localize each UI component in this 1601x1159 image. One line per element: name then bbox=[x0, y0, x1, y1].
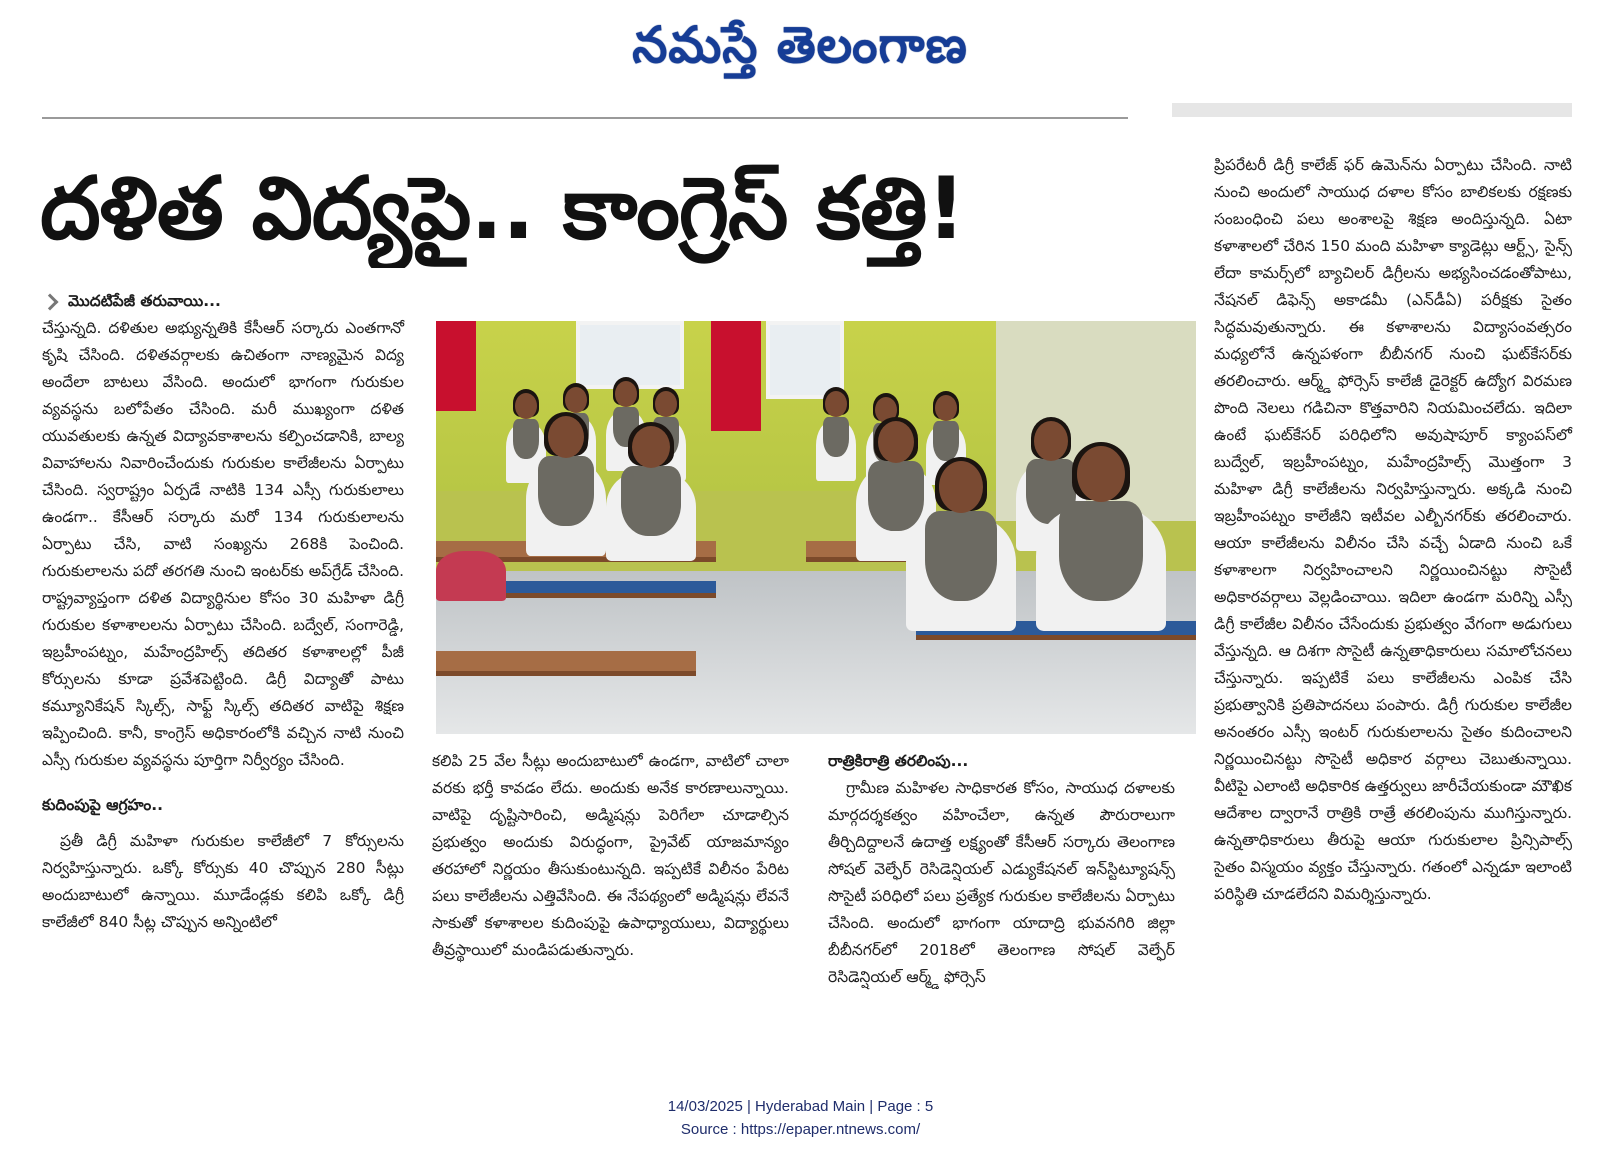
body-paragraph: ప్రతీ డిగ్రీ మహిళా గురుకుల కాలేజీలో 7 కోర్సులను నిర్వహిస్తున్నారు. ఒక్కో కోర్సుకు 40 చొప్పున 280 సీట్లు అందుబాటులో ఉన్నాయి. మూడేండ్లకు కలిపి ఒక్కో డిగ్రీ కాలేజీలో 840 సీట్ల చొప్పున అన్నింటిలో bbox=[42, 832, 404, 931]
edition-info: 14/03/2025 | Hyderabad Main | Page : 5 bbox=[667, 1098, 934, 1115]
body-paragraph: గ్రామీణ మహిళల సాధికారత కోసం, సాయుధ దళాలకు మార్గదర్శకత్వం వహించేలా, ఉన్నత పౌరురాలుగా తీర్చిదిద్దాలనే ఉదాత్త లక్ష్యంతో కేసీఆర్ సర్కారు తెలంగాణ సోషల్ వెల్ఫేర్ రెసిడెన్షియల్ ఎడ్యుకేషనల్ ఇన్‌స్టిట్యూషన్స్ సొసైటీ పరిధిలో పలు ప్రత్యేక గురుకుల కాలేజీలను ఏర్పాటు చేసింది. అందులో భాగంగా యాదాద్రి భువనగిరి జిల్లా బీబీనగర్‌లో 2018లో తెలంగాణ సోషల్ వెల్ఫేర్ రెసిడెన్షియల్ ఆర్మ్డ్ ఫోర్సెస్ bbox=[828, 779, 1175, 986]
photo-curtain bbox=[711, 321, 761, 431]
masthead-rule-bar bbox=[1172, 103, 1572, 117]
article-column-3 bbox=[828, 748, 1175, 991]
photo-student bbox=[606, 426, 696, 561]
body-paragraph: ప్రిపరేటరీ డిగ్రీ కాలేజ్ ఫర్ ఉమెన్‌ను ఏర్పాటు చేసింది. నాటి నుంచి అందులో సాయుధ దళాల కోసం బాలికలకు రక్షణకు సంబంధించి పలు అంశాలపై శిక్షణ అందిస్తున్నది. ఏటా కళాశాలలో చేరిన 150 మంది మహిళా క్యాడెట్లు ఆర్ట్స్, సైన్స్ లేదా కామర్స్‌లో బ్యాచిలర్ డిగ్రీలను అభ్యసించడంతోపాటు, నేషనల్ డిఫెన్స్ అకాడమీ (ఎన్‌డీఏ) పరీక్షకు సైతం సిద్ధమవుతున్నారు. ఈ కళాశాలను విద్యాసంవత్సరం మధ్యలోనే ఉన్నపళంగా బీబీనగర్ నుంచి ఘట్‌కేసర్‌కు తరలించారు. ఆర్మ్డ్ ఫోర్సెస్ కాలేజీ డైరెక్టర్ ఉద్యోగ విరమణ పొంది నెలలు గడిచినా కొత్తవారిని నియమించలేదు. ఇదిలా ఉంటే ఘట్‌కేసర్ పరిధిలోని అవుషాపూర్ క్యాంపస్‌లో బుద్వేల్, ఇబ్రహీంపట్నం, మహేంద్రహిల్స్ మొత్తంగా 3 మహిళా డిగ్రీ కాలేజీలను నిర్వహిస్తున్నారు. అక్కడి నుంచి ఇబ్రహీంపట్నం కాలేజీని ఇటీవల ఎల్బీనగర్‌కు తరలించారు. ఆయా కాలేజీలను విలీనం చేసి వచ్చే ఏడాది నుంచి ఒకే కళాశాలగా నిర్వహించాలని నిర్ణయించినట్టు సొసైటీ అధికారవర్గాలు వెల్లడించాయి. ఇదిలా ఉండగా మరిన్ని ఎస్సీ డిగ్రీ కాలేజీల విలీనం చేసేందుకు ప్రభుత్వం వేగంగా అడుగులు వేస్తున్నది. ఆ దిశగా సొసైటీ ఉన్నతాధికారులు సమాలోచనలు చేస్తున్నారు. ఇప్పటికే పలు కాలేజీలను ఎంపిక చేసి ప్రభుత్వానికి ప్రతిపాదనలు పంపారు. డిగ్రీ గురుకుల కాలేజీల అనంతరం ఎస్సీ ఇంటర్ గురుకులాలను సైతం కుదించాలని నిర్ణయించినట్టు సొసైటీ అధికార వర్గాలు చెబుతున్నాయి. వీటిపై ఎలాంటి అధికారిక ఉత్తర్వులు జారీచేయకుండా మౌఖిక ఆదేశాల ద్వారానే రాత్రికి రాత్రే తరలింపును ముగిస్తున్నారు. ఉన్నతాధికారులు తీరుపై ఆయా గురుకులాల ప్రిన్సిపాల్స్ సైతం విస్మయం వ్యక్తం చేస్తున్నారు. గతంలో ఎన్నడూ ఇలాంటి పరిస్థితి చూడలేదని విమర్శిస్తున్నారు. bbox=[1214, 156, 1572, 903]
article-column-2 bbox=[432, 748, 789, 964]
subhead-text: కుదింపుపై ఆగ్రహం.. bbox=[42, 796, 164, 814]
kicker-text: మొదటిపేజీ తరువాయి... bbox=[68, 292, 221, 310]
page-footer bbox=[0, 1095, 1601, 1141]
chevron-right-icon bbox=[42, 293, 59, 310]
photo-desk bbox=[436, 651, 696, 676]
subhead-text: రాత్రికిరాత్రి తరలింపు... bbox=[828, 752, 969, 770]
photo-curtain bbox=[436, 321, 476, 411]
photo-student bbox=[436, 521, 506, 601]
source-link[interactable]: Source : https://epaper.ntnews.com/ bbox=[680, 1121, 921, 1138]
body-paragraph: కలిపి 25 వేల సీట్లు అందుబాటులో ఉండగా, వాటిలో చాలా వరకు భర్తీ కావడం లేదు. అందుకు అనేక కారణాలున్నాయి. వాటిపై దృష్టిసారించి, అడ్మిషన్లు పెరిగేలా చూడాల్సిన ప్రభుత్వం అందుకు విరుద్ధంగా, ప్రైవేట్ యాజమాన్యం తరహాలో నిర్ణయం తీసుకుంటున్నది. ఇప్పటికే విలీనం పేరిట పలు కాలేజీలను ఎత్తివేసింది. ఈ నేపథ్యంలో అడ్మిషన్లు లేవనే సాకుతో కళాశాలల కుదింపుపై ఉపాధ్యాయులు, విద్యార్థులు తీవ్రస్థాయిలో మండిపడుతున్నారు. bbox=[432, 752, 789, 959]
article-headline: దళిత విద్యపై.. కాంగ్రెస్ కత్తి! bbox=[40, 159, 965, 259]
newspaper-masthead: నమస్తే తెలంగాణ bbox=[632, 15, 968, 74]
article-column-1 bbox=[42, 288, 404, 936]
masthead-rule bbox=[42, 117, 1128, 119]
article-column-4 bbox=[1214, 152, 1572, 908]
section-subhead bbox=[828, 748, 1175, 775]
photo-student bbox=[906, 461, 1016, 631]
body-paragraph: చేస్తున్నది. దళితుల అభ్యున్నతికి కేసీఆర్ సర్కారు ఎంతగానో కృషి చేసింది. దళితవర్గాలకు ఉచితంగా నాణ్యమైన విద్య అందేలా బాటలు వేసింది. అందులో భాగంగా గురుకుల వ్యవస్థను బలోపేతం చేసింది. మరీ ముఖ్యంగా దళిత యువతులకు ఉన్నత విద్యావకాశాలను కల్పించడానికి, బాల్య వివాహాలను నివారించేందుకు గురుకుల కాలేజీలను ఏర్పాటు చేసింది. స్వరాష్ట్రం ఏర్పడే నాటికి 134 ఎస్సీ గురుకులాలు ఉండగా.. కేసీఆర్ సర్కారు మరో 134 గురుకులాలను ఏర్పాటు చేసి, వాటి సంఖ్యను 268కి పెంచింది. గురుకులాలను పదో తరగతి నుంచి ఇంటర్‌కు అప్‌గ్రేడ్ చేసింది. రాష్ట్రవ్యాప్తంగా దళిత విద్యార్థినుల కోసం 30 మహిళా డిగ్రీ గురుకుల కళాశాలలను ఏర్పాటు చేసింది. బద్వేల్, సంగారెడ్డి, ఇబ్రహీంపట్నం, మహేంద్రహిల్స్ తదితర కళాశాలల్లో పీజీ కోర్సులను కూడా ప్రవేశపెట్టింది. డిగ్రీ విద్యాతో పాటు కమ్యూనికేషన్ స్కిల్స్, సాఫ్ట్ స్కిల్స్ తదితర వాటిపై శిక్షణ ఇప్పించింది. కానీ, కాంగ్రెస్ అధికారంలోకి వచ్చిన నాటి నుంచి ఎస్సీ గురుకుల వ్యవస్థను పూర్తిగా నిర్వీర్యం చేసింది. bbox=[42, 319, 404, 769]
photo-student bbox=[816, 391, 856, 481]
section-subhead bbox=[42, 792, 404, 819]
photo-student bbox=[1036, 446, 1166, 631]
article-photo bbox=[436, 321, 1196, 734]
continuation-kicker bbox=[42, 288, 404, 315]
photo-student bbox=[526, 416, 606, 556]
